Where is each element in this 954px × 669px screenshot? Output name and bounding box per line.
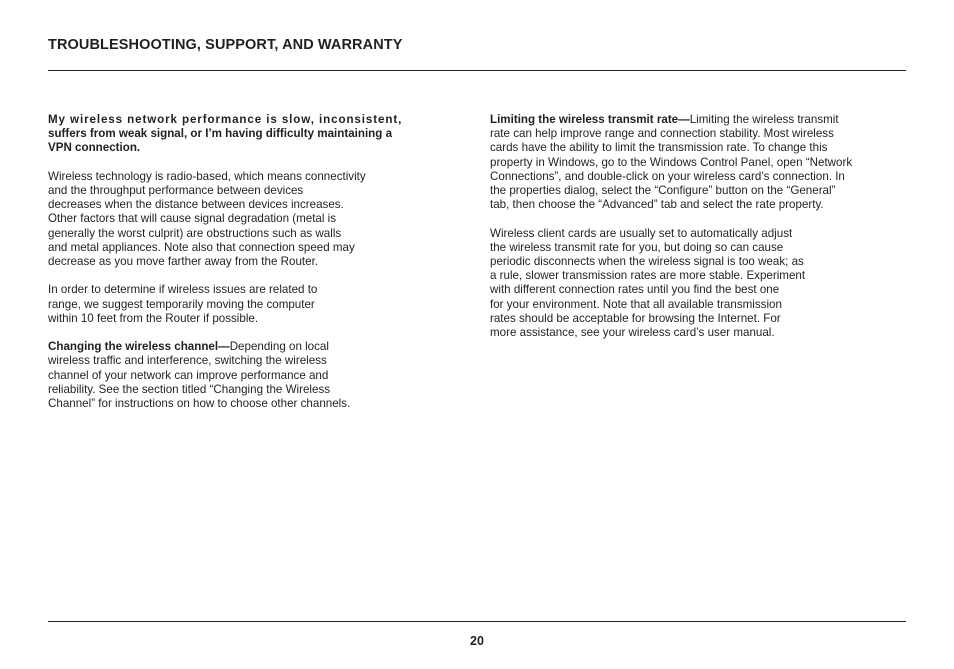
paragraph-line: rate can help improve range and connection stability. Most wireless <box>490 127 834 141</box>
client-cards-paragraph <box>490 227 920 341</box>
paragraph-line: more assistance, see your wireless card’s user manual. <box>490 326 775 340</box>
paragraph-line: generally the worst culprit) are obstructions such as walls <box>48 226 342 240</box>
paragraph-line: within 10 feet from the Router if possible. <box>48 311 259 325</box>
page-header-title: TROUBLESHOOTING, SUPPORT, AND WARRANTY <box>48 37 403 53</box>
issue-heading-line: VPN connection. <box>48 141 141 155</box>
paragraph-line: Other factors that will cause signal degradation (metal is <box>48 212 337 226</box>
paragraph-line: periodic disconnects when the wireless signal is too weak; as <box>490 255 804 269</box>
transmit-rate-paragraph <box>490 113 920 212</box>
issue-heading-line: My wireless network performance is slow, inconsistent, <box>48 113 403 126</box>
changing-channel-paragraph <box>48 340 458 411</box>
page-number: 20 <box>470 634 484 648</box>
range-test-paragraph <box>48 283 458 326</box>
paragraph-line: Channel” for instructions on how to choose other channels. <box>48 397 351 411</box>
paragraph-line: Connections”, and double-click on your wireless card’s connection. In <box>490 169 845 183</box>
paragraph-line: Wireless technology is radio-based, which means connectivity <box>48 169 366 183</box>
issue-heading <box>48 113 458 156</box>
paragraph-line: a rule, slower transmission rates are more stable. Experiment <box>490 269 806 283</box>
right-column <box>490 113 920 354</box>
paragraph-line: decrease as you move farther away from the Router. <box>48 255 319 269</box>
paragraph-line: In order to determine if wireless issues are related to <box>48 283 318 297</box>
issue-heading-line: suffers from weak signal, or I’m having difficulty maintaining a <box>48 127 393 141</box>
footer-divider <box>48 621 906 622</box>
left-column <box>48 113 458 425</box>
paragraph-line: tab, then choose the “Advanced” tab and select the rate property. <box>490 198 824 212</box>
paragraph-line <box>48 340 458 354</box>
paragraph-line: Wireless client cards are usually set to automatically adjust <box>490 226 793 240</box>
paragraph-line: range, we suggest temporarily moving the computer <box>48 297 315 311</box>
changing-channel-first-line: Depending on local <box>229 340 329 354</box>
changing-channel-lead: Changing the wireless channel— <box>48 340 230 354</box>
paragraph-line: channel of your network can improve performance and <box>48 368 329 382</box>
header-divider <box>48 70 906 71</box>
paragraph-line: reliability. See the section titled “Changing the Wireless <box>48 382 331 396</box>
transmit-rate-lead: Limiting the wireless transmit rate— <box>490 113 690 126</box>
transmit-rate-first-line: Limiting the wireless transmit <box>689 113 839 126</box>
paragraph-line: wireless traffic and interference, switching the wireless <box>48 354 327 368</box>
paragraph-line <box>490 113 920 127</box>
paragraph-line: decreases when the distance between devices increases. <box>48 198 344 212</box>
paragraph-line: the wireless transmit rate for you, but doing so can cause <box>490 240 784 254</box>
paragraph-line: with different connection rates until you find the best one <box>490 283 780 297</box>
paragraph-line: property in Windows, go to the Windows Control Panel, open “Network <box>490 155 853 169</box>
paragraph-line: rates should be acceptable for browsing the Internet. For <box>490 311 781 325</box>
paragraph-line: the properties dialog, select the “Configure” button on the “General” <box>490 184 836 198</box>
paragraph-line: and metal appliances. Note also that connection speed may <box>48 240 355 254</box>
paragraph-line: for your environment. Note that all available transmission <box>490 297 782 311</box>
paragraph-line: and the throughput performance between devices <box>48 184 304 197</box>
radio-based-paragraph <box>48 170 458 269</box>
paragraph-line: cards have the ability to limit the transmission rate. To change this <box>490 141 828 155</box>
